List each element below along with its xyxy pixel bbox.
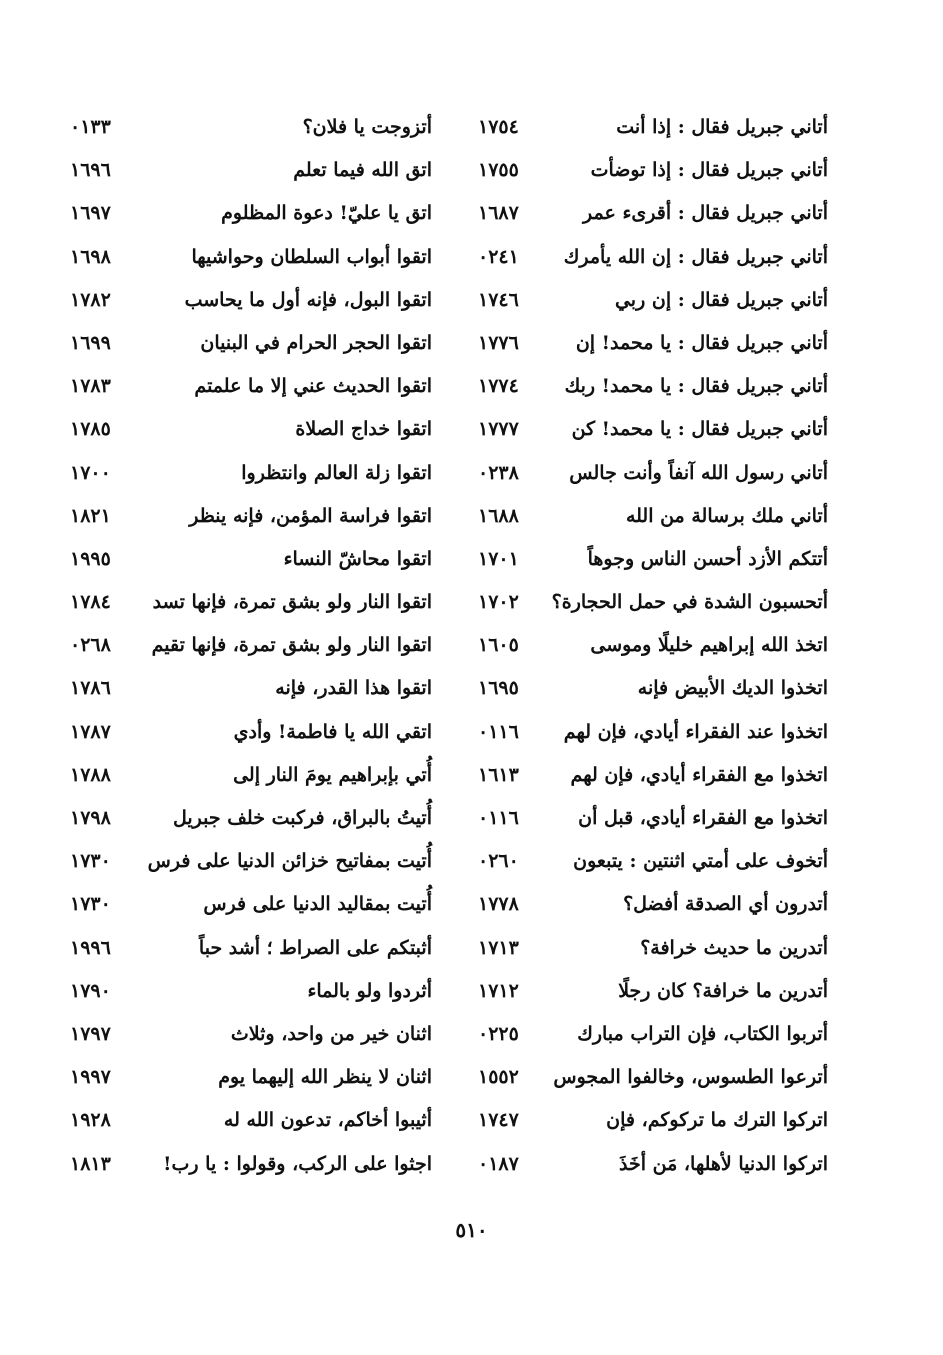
entry-number: ١٧٨٢ <box>70 288 111 311</box>
entry-number: ٠٢٦٠ <box>478 850 519 873</box>
entry-number: ١٧٩٨ <box>70 807 111 829</box>
entry-number: ٠٢٢٥ <box>478 1022 519 1045</box>
index-entry <box>478 106 828 149</box>
entry-text: اتخذ الله إبراهيم خليلًا وموسى <box>590 634 828 657</box>
entry-text: أتدرون أي الصدقة أفضل؟ <box>623 893 828 916</box>
entry-number: ١٧٥٥ <box>478 159 519 182</box>
index-entry <box>478 797 828 840</box>
entry-number: ١٧٩٧ <box>70 1022 111 1045</box>
entry-number: ١٩٩٧ <box>70 1066 111 1089</box>
entry-number: ١٧٧٧ <box>478 418 519 441</box>
index-entry <box>478 754 828 797</box>
entry-text: أُتي بإبراهيم يومَ النار إلى <box>233 763 432 786</box>
entry-text: أتاني جبريل فقال : أقرىء عمر <box>583 202 828 225</box>
index-entry <box>70 322 432 365</box>
index-entry <box>478 667 828 710</box>
index-entry <box>478 581 828 624</box>
entry-number: ١٦٨٧ <box>478 202 519 225</box>
entry-number: ٠٢٤١ <box>478 245 519 268</box>
entry-number: ١٦٩٥ <box>478 677 519 700</box>
entry-number: ١٧٨٣ <box>70 375 111 398</box>
index-entry <box>70 192 432 235</box>
index-entry <box>478 1056 828 1099</box>
page-number: ٥١٠ <box>455 1218 488 1242</box>
entry-number: ١٧٠٢ <box>478 591 519 614</box>
entry-text: اتقوا أبواب السلطان وحواشيها <box>191 245 432 268</box>
entry-number: ١٦٩٩ <box>70 331 111 354</box>
index-entry <box>70 149 432 192</box>
entry-text: اثنان خير من واحد، وثلاث <box>230 1022 432 1045</box>
index-entry <box>70 1099 432 1142</box>
entry-number: ٠١١٦ <box>478 720 519 743</box>
entry-number: ٠١١٦ <box>478 807 519 829</box>
index-entry <box>478 322 828 365</box>
entry-number: ٠٢٦٨ <box>70 634 111 657</box>
index-entry <box>478 149 828 192</box>
index-entry <box>478 408 828 451</box>
entry-text: اتقوا فراسة المؤمن، فإنه ينظر <box>189 504 432 527</box>
index-entry <box>478 1013 828 1056</box>
entry-text: اتخذوا مع الفقراء أيادي، فإن لهم <box>570 763 828 786</box>
index-entry <box>70 667 432 710</box>
entry-text: اتقوا الحديث عني إلا ما علمتم <box>194 375 432 398</box>
index-entry <box>478 840 828 883</box>
entry-number: ١٦٠٥ <box>478 634 519 657</box>
entry-number: ١٧٨٦ <box>70 677 111 700</box>
entry-number: ٠١٣٣ <box>70 116 111 138</box>
entry-text: أتربوا الكتاب، فإن التراب مبارك <box>577 1022 828 1045</box>
index-column-right <box>478 106 828 1186</box>
entry-number: ١٦٨٨ <box>478 504 519 527</box>
entry-text: أتزوجت يا فلان؟ <box>302 116 432 138</box>
entry-text: أتتكم الأزد أحسن الناس وجوهاً <box>587 547 828 570</box>
entry-text: أتدرين ما خرافة؟ كان رجلًا <box>618 979 828 1002</box>
entry-text: اتقوا البول، فإنه أول ما يحاسب <box>184 288 432 311</box>
entry-number: ١٧١٣ <box>478 936 519 959</box>
entry-text: أتاني جبريل فقال : يا محمد! كن <box>571 418 828 441</box>
entry-text: اتقوا الحجر الحرام في البنيان <box>200 331 432 354</box>
index-entry <box>478 883 828 926</box>
entry-number: ١٦٩٨ <box>70 245 111 268</box>
index-entry <box>70 970 432 1013</box>
entry-text: اتقي الله يا فاطمة! وأدي <box>233 720 432 743</box>
entry-number: ١٧٣٠ <box>70 893 111 916</box>
entry-number: ١٦١٣ <box>478 763 519 786</box>
index-entry <box>478 970 828 1013</box>
index-entry <box>478 279 828 322</box>
entry-text: أثردوا ولو بالماء <box>307 979 432 1002</box>
entry-text: اتركوا الدنيا لأهلها، مَن أخَذَ <box>619 1152 828 1175</box>
index-entry <box>70 840 432 883</box>
entry-text: اتق يا عليّ! دعوة المظلوم <box>221 202 432 225</box>
index-entry <box>70 624 432 667</box>
entry-text: أترعوا الطسوس، وخالفوا المجوس <box>553 1066 828 1089</box>
index-entry <box>478 495 828 538</box>
entry-number: ٠١٨٧ <box>478 1152 519 1175</box>
entry-text: اتق الله فيما تعلم <box>293 159 432 182</box>
entry-text: أتاني جبريل فقال : إن الله يأمرك <box>563 245 828 268</box>
entry-number: ١٧٠٠ <box>70 461 111 484</box>
entry-text: أتاني جبريل فقال : يا محمد! إن <box>575 331 828 354</box>
entry-text: أُتيتُ بالبراق، فركبت خلف جبريل <box>173 807 432 829</box>
entry-number: ١٧٣٠ <box>70 850 111 873</box>
index-entry <box>70 106 432 149</box>
entry-number: ١٩٢٨ <box>70 1109 111 1132</box>
entry-number: ١٧١٢ <box>478 979 519 1002</box>
entry-number: ١٨٢١ <box>70 504 111 527</box>
entry-number: ٠٢٣٨ <box>478 461 519 484</box>
entry-number: ١٩٩٦ <box>70 936 111 959</box>
entry-number: ١٧٧٦ <box>478 331 519 354</box>
entry-text: اتقوا خداج الصلاة <box>295 418 432 441</box>
entry-text: أتخوف على أمتي اثنتين : يتبعون <box>573 850 828 873</box>
entry-text: اتخذوا عند الفقراء أيادي، فإن لهم <box>563 720 828 743</box>
index-entry <box>70 365 432 408</box>
index-entry <box>70 408 432 451</box>
entry-text: أتاني جبريل فقال : يا محمد! ربك <box>564 375 828 398</box>
entry-text: أتاني جبريل فقال : إذا أنت <box>616 116 828 138</box>
index-entry <box>70 279 432 322</box>
entry-text: أتدرين ما حديث خرافة؟ <box>640 936 828 959</box>
index-entry <box>70 797 432 840</box>
entry-number: ١٧٤٧ <box>478 1109 519 1132</box>
index-column-left <box>70 106 432 1186</box>
entry-number: ١٧٨٨ <box>70 763 111 786</box>
index-entry <box>478 452 828 495</box>
entry-number: ١٧٩٠ <box>70 979 111 1002</box>
entry-number: ١٧٧٤ <box>478 375 519 398</box>
index-entry <box>478 365 828 408</box>
entry-text: اتخذوا الديك الأبيض فإنه <box>637 677 828 700</box>
entry-text: اتركوا الترك ما تركوكم، فإن <box>606 1109 828 1132</box>
index-entry <box>70 1056 432 1099</box>
entry-text: أتاني جبريل فقال : إن ربي <box>614 288 828 311</box>
index-entry <box>70 1143 432 1186</box>
entry-number: ١٧٨٧ <box>70 720 111 743</box>
index-entry <box>70 754 432 797</box>
index-entry <box>70 711 432 754</box>
index-entry <box>70 538 432 581</box>
entry-number: ١٦٩٦ <box>70 159 111 182</box>
entry-text: أتاني رسول الله آنفاً وأنت جالس <box>569 461 828 484</box>
entry-text: أُتيت بمفاتيح خزائن الدنيا على فرس <box>147 850 432 873</box>
entry-number: ١٧٠١ <box>478 547 519 570</box>
index-entry <box>478 538 828 581</box>
index-entry <box>70 452 432 495</box>
entry-number: ١٧٨٤ <box>70 591 111 614</box>
entry-number: ١٨١٣ <box>70 1152 111 1175</box>
index-entry <box>70 495 432 538</box>
index-entry <box>478 927 828 970</box>
entry-text: أُتيت بمقاليد الدنيا على فرس <box>203 893 432 916</box>
entry-text: اثنان لا ينظر الله إليهما يوم <box>218 1066 432 1089</box>
entry-text: اتقوا هذا القدر، فإنه <box>275 677 432 700</box>
entry-number: ١٧٥٤ <box>478 116 519 138</box>
entry-text: اجثوا على الركب، وقولوا : يا رب! <box>163 1152 432 1175</box>
entry-text: أتاني جبريل فقال : إذا توضأت <box>590 159 828 182</box>
entry-text: اتقوا محاشّ النساء <box>283 547 432 570</box>
index-entry <box>70 883 432 926</box>
index-entry <box>70 1013 432 1056</box>
index-entry <box>478 236 828 279</box>
index-entry <box>70 581 432 624</box>
entry-text: أتحسبون الشدة في حمل الحجارة؟ <box>551 591 828 614</box>
index-entry <box>70 236 432 279</box>
index-entry <box>478 1099 828 1142</box>
entry-text: أتاني ملك برسالة من الله <box>625 504 828 527</box>
entry-number: ١٥٥٢ <box>478 1066 519 1089</box>
entry-text: أثبتكم على الصراط ؛ أشد حباً <box>198 936 432 959</box>
entry-number: ١٩٩٥ <box>70 547 111 570</box>
entry-number: ١٦٩٧ <box>70 202 111 225</box>
index-entry <box>478 711 828 754</box>
entry-text: اتقوا النار ولو بشق تمرة، فإنها تقيم <box>151 634 432 657</box>
entry-text: أثيبوا أخاكم، تدعون الله له <box>223 1109 432 1132</box>
index-entry <box>478 1143 828 1186</box>
index-entry <box>478 624 828 667</box>
index-entry <box>70 927 432 970</box>
entry-number: ١٧٨٥ <box>70 418 111 441</box>
index-entry <box>478 192 828 235</box>
entry-text: اتقوا زلة العالم وانتظروا <box>241 461 432 484</box>
entry-number: ١٧٧٨ <box>478 893 519 916</box>
entry-text: اتخذوا مع الفقراء أيادي، قبل أن <box>578 807 828 829</box>
entry-text: اتقوا النار ولو بشق تمرة، فإنها تسد <box>152 591 432 614</box>
entry-number: ١٧٤٦ <box>478 288 519 311</box>
